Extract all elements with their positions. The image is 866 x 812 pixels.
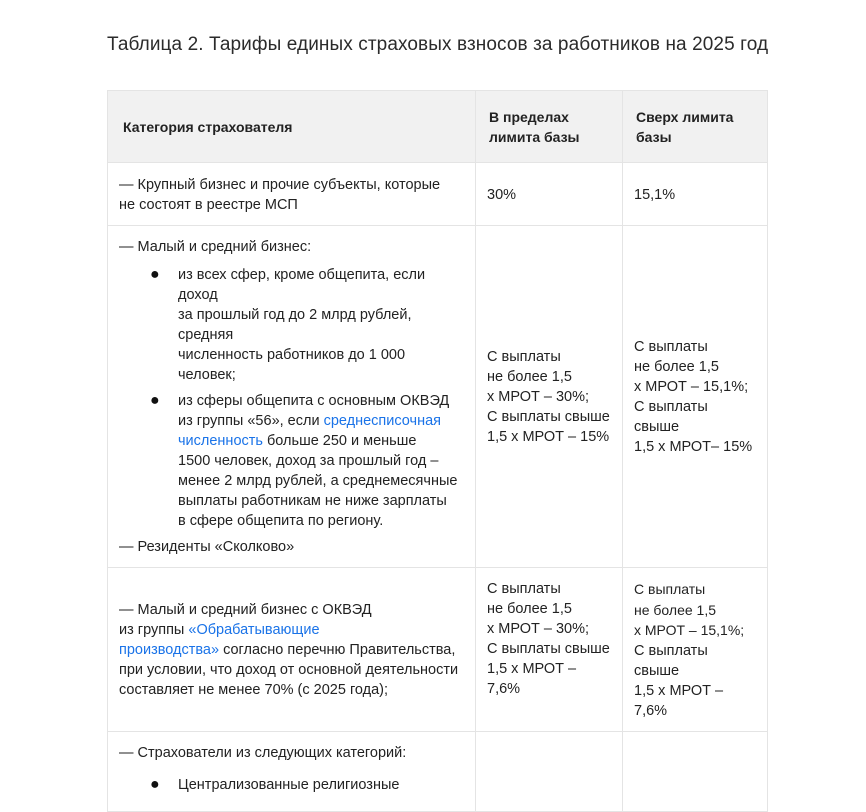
cell-above-limit xyxy=(623,226,768,568)
rate-text: С выплаты xyxy=(487,581,561,597)
cell-category xyxy=(108,226,476,568)
category-text: — Малый и средний бизнес с ОКВЭД xyxy=(119,601,372,618)
bullet-text: больше 250 и меньше xyxy=(262,433,417,449)
category-text: согласно перечню Правительства, xyxy=(219,641,456,658)
rate-text: С выплаты свыше xyxy=(634,642,708,679)
header-above-line2: базы xyxy=(636,128,672,145)
rate-text: х МРОТ – 15,1%; xyxy=(634,622,745,638)
rate-block-b xyxy=(634,397,756,457)
category-text: из группы xyxy=(119,621,189,638)
rate-text: С выплаты xyxy=(634,581,706,597)
bullet-text: Централизованные религиозные xyxy=(178,776,400,793)
rate-text: х МРОТ – 30%; xyxy=(487,621,590,637)
table-header-row xyxy=(108,91,768,163)
cell-within-limit xyxy=(476,568,623,732)
bullet-text: выплаты работникам не ниже зарплаты xyxy=(178,493,447,509)
category-bullet-list xyxy=(119,265,464,531)
cell-above-limit xyxy=(623,568,768,732)
table-caption: Таблица 2. Тарифы единых страховых взносов за работников на 2025 год xyxy=(107,34,769,55)
rate-text: не более 1,5 xyxy=(634,601,716,618)
rate-text: 1,5 х МРОТ– 15% xyxy=(634,439,753,455)
bullet-text: 1500 человек, доход за прошлый год – xyxy=(178,453,439,469)
cell-category xyxy=(108,163,476,226)
header-above-line1: Сверх лимита xyxy=(636,108,734,125)
bullet-text: из группы «56», если xyxy=(178,413,324,429)
category-text: при условии, что доход от основной деятельности xyxy=(119,661,459,678)
rate-text: не более 1,5 xyxy=(487,601,572,617)
cell-above-limit xyxy=(623,731,768,811)
cell-within-limit xyxy=(476,731,623,811)
bullet-text: из сферы общепита с основным ОКВЭД xyxy=(178,393,450,409)
cell-within-limit xyxy=(476,226,623,568)
rate-block-b xyxy=(487,639,611,699)
list-item xyxy=(119,775,464,795)
rate-text: С выплаты свыше xyxy=(634,399,708,435)
table-row xyxy=(108,163,768,226)
link-text: численность xyxy=(178,433,263,449)
cell-above-limit: 15,1% xyxy=(623,163,768,226)
category-outro: — Резиденты «Сколково» xyxy=(119,539,295,555)
bullet-icon: ● xyxy=(150,775,160,793)
category-text: составляет не менее 70% (с 2025 года); xyxy=(119,681,389,698)
link-text: производства» xyxy=(119,641,220,658)
rate-text: С выплаты свыше xyxy=(487,641,610,657)
rate-block-a xyxy=(634,579,756,641)
bullet-text: в сфере общепита по региону. xyxy=(178,513,384,529)
cell-category xyxy=(108,731,476,811)
rate-text: х МРОТ – 30%; xyxy=(487,389,590,405)
category-intro: — Страхователи из следующих категорий: xyxy=(119,744,407,761)
link-text: «Обрабатывающие xyxy=(188,621,320,638)
cell-category xyxy=(108,568,476,732)
rate-block-b xyxy=(634,641,756,721)
header-within-line2: лимита базы xyxy=(489,128,580,145)
rate-text: 1,5 х МРОТ – 15% xyxy=(487,429,610,445)
table-row xyxy=(108,568,768,732)
bullet-icon: ● xyxy=(150,266,160,283)
category-bullet-list xyxy=(119,775,464,795)
rate-text: не более 1,5 xyxy=(634,359,719,375)
header-above-limit xyxy=(623,91,768,163)
bullet-text: из всех сфер, кроме общепита, если доход xyxy=(178,267,426,303)
rate-block-a xyxy=(487,579,611,639)
bullet-icon: ● xyxy=(150,392,160,409)
header-category: Категория страхователя xyxy=(108,91,476,163)
rate-text: С выплаты свыше xyxy=(487,409,610,425)
rate-text: С выплаты xyxy=(634,339,708,355)
rate-text: 1,5 х МРОТ – 7,6% xyxy=(487,661,577,697)
insurance-rates-table xyxy=(107,90,768,812)
rate-block-a xyxy=(487,347,611,407)
list-item xyxy=(119,391,464,531)
category-text: — Крупный бизнес и прочие субъекты, которые xyxy=(119,177,441,193)
category-intro: — Малый и средний бизнес: xyxy=(119,239,312,255)
rate-text: С выплаты xyxy=(487,349,561,365)
list-item xyxy=(119,265,464,385)
header-within-limit xyxy=(476,91,623,163)
rate-block-a xyxy=(634,337,756,397)
rate-block-b xyxy=(487,407,611,447)
bullet-text: менее 2 млрд рублей, а среднемесячные xyxy=(178,473,458,489)
bullet-text: за прошлый год до 2 млрд рублей, средняя xyxy=(178,307,412,343)
cell-within-limit: 30% xyxy=(476,163,623,226)
rate-text: х МРОТ – 15,1%; xyxy=(634,379,749,395)
rate-text: не более 1,5 xyxy=(487,369,572,385)
table-row xyxy=(108,731,768,811)
rate-text: 1,5 х МРОТ – 7,6% xyxy=(634,682,724,719)
header-within-line1: В пределах xyxy=(489,108,569,125)
category-text: не состоят в реестре МСП xyxy=(119,197,298,213)
table-row xyxy=(108,226,768,568)
link-text: среднесписочная xyxy=(323,413,442,429)
bullet-text: численность работников до 1 000 человек; xyxy=(178,347,406,383)
